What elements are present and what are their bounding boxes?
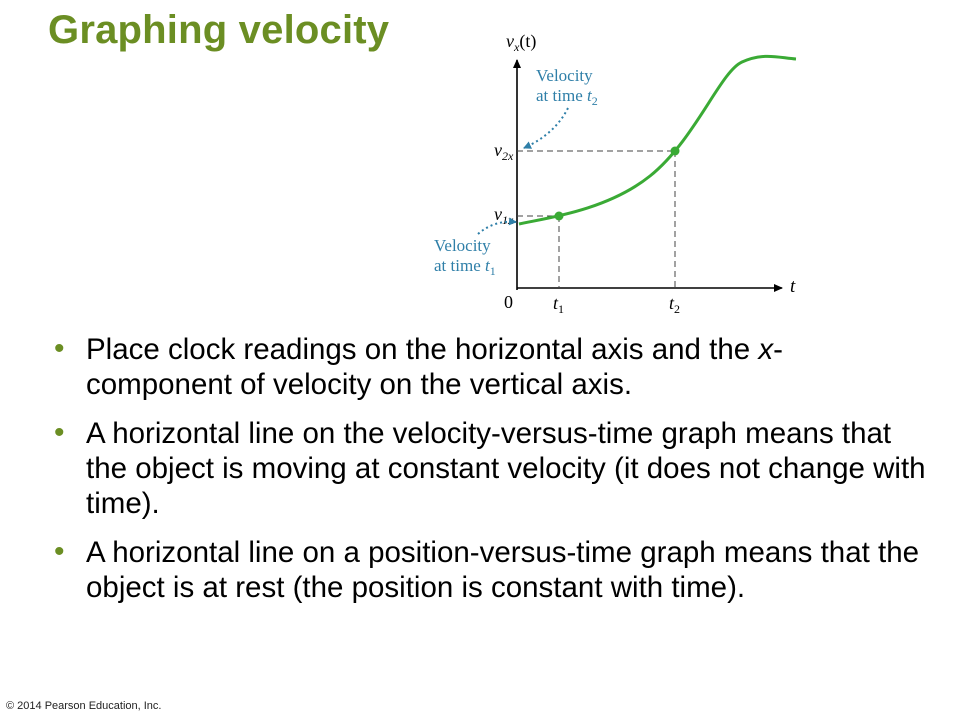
bullet-item bbox=[48, 332, 928, 402]
bullet-item bbox=[48, 535, 928, 605]
point-t1 bbox=[555, 212, 564, 221]
v1-label: $v_{1x}$ bbox=[494, 204, 514, 227]
callout-t2-arrow bbox=[524, 108, 568, 148]
callout-t1: Velocity bbox=[434, 236, 491, 255]
bullet-dot-icon: • bbox=[54, 332, 65, 365]
bullet-text-before: Place clock readings on the horizontal axis and the bbox=[86, 333, 759, 366]
bullet-dot-icon: • bbox=[54, 535, 65, 568]
velocity-time-graph bbox=[420, 24, 820, 324]
y-axis-label: $v_x(t)$ bbox=[506, 31, 537, 54]
origin-label: 0 bbox=[504, 292, 513, 312]
t1-label: $t_1$ bbox=[553, 293, 565, 316]
t2-label: $t_2$ bbox=[669, 293, 681, 316]
callout-t2-line2: at time $t_2$ bbox=[536, 86, 598, 108]
v2-label: $v_{2x}$ bbox=[494, 140, 514, 163]
bullet-item bbox=[48, 416, 928, 521]
bullet-text: A horizontal line on the velocity-versus-time graph means that the object is moving at constant velocity (it does not change with time). bbox=[86, 417, 926, 520]
bullet-text-emphasis: x bbox=[758, 333, 774, 366]
point-t2 bbox=[671, 147, 680, 156]
bullet-dot-icon: • bbox=[54, 416, 65, 449]
bullet-text-after: -component of velocity on the vertical axis. bbox=[86, 333, 783, 401]
copyright-notice: © 2014 Pearson Education, Inc. bbox=[6, 700, 162, 712]
callout-t1-line2: at time $t_1$ bbox=[434, 256, 496, 278]
callout-t2: Velocity bbox=[536, 66, 593, 85]
x-axis-label: t bbox=[790, 276, 796, 297]
bullet-list bbox=[48, 332, 928, 619]
bullet-text: A horizontal line on a position-versus-time graph means that the object is at rest (the position is constant with time). bbox=[86, 536, 920, 604]
slide-title: Graphing velocity bbox=[48, 8, 390, 52]
